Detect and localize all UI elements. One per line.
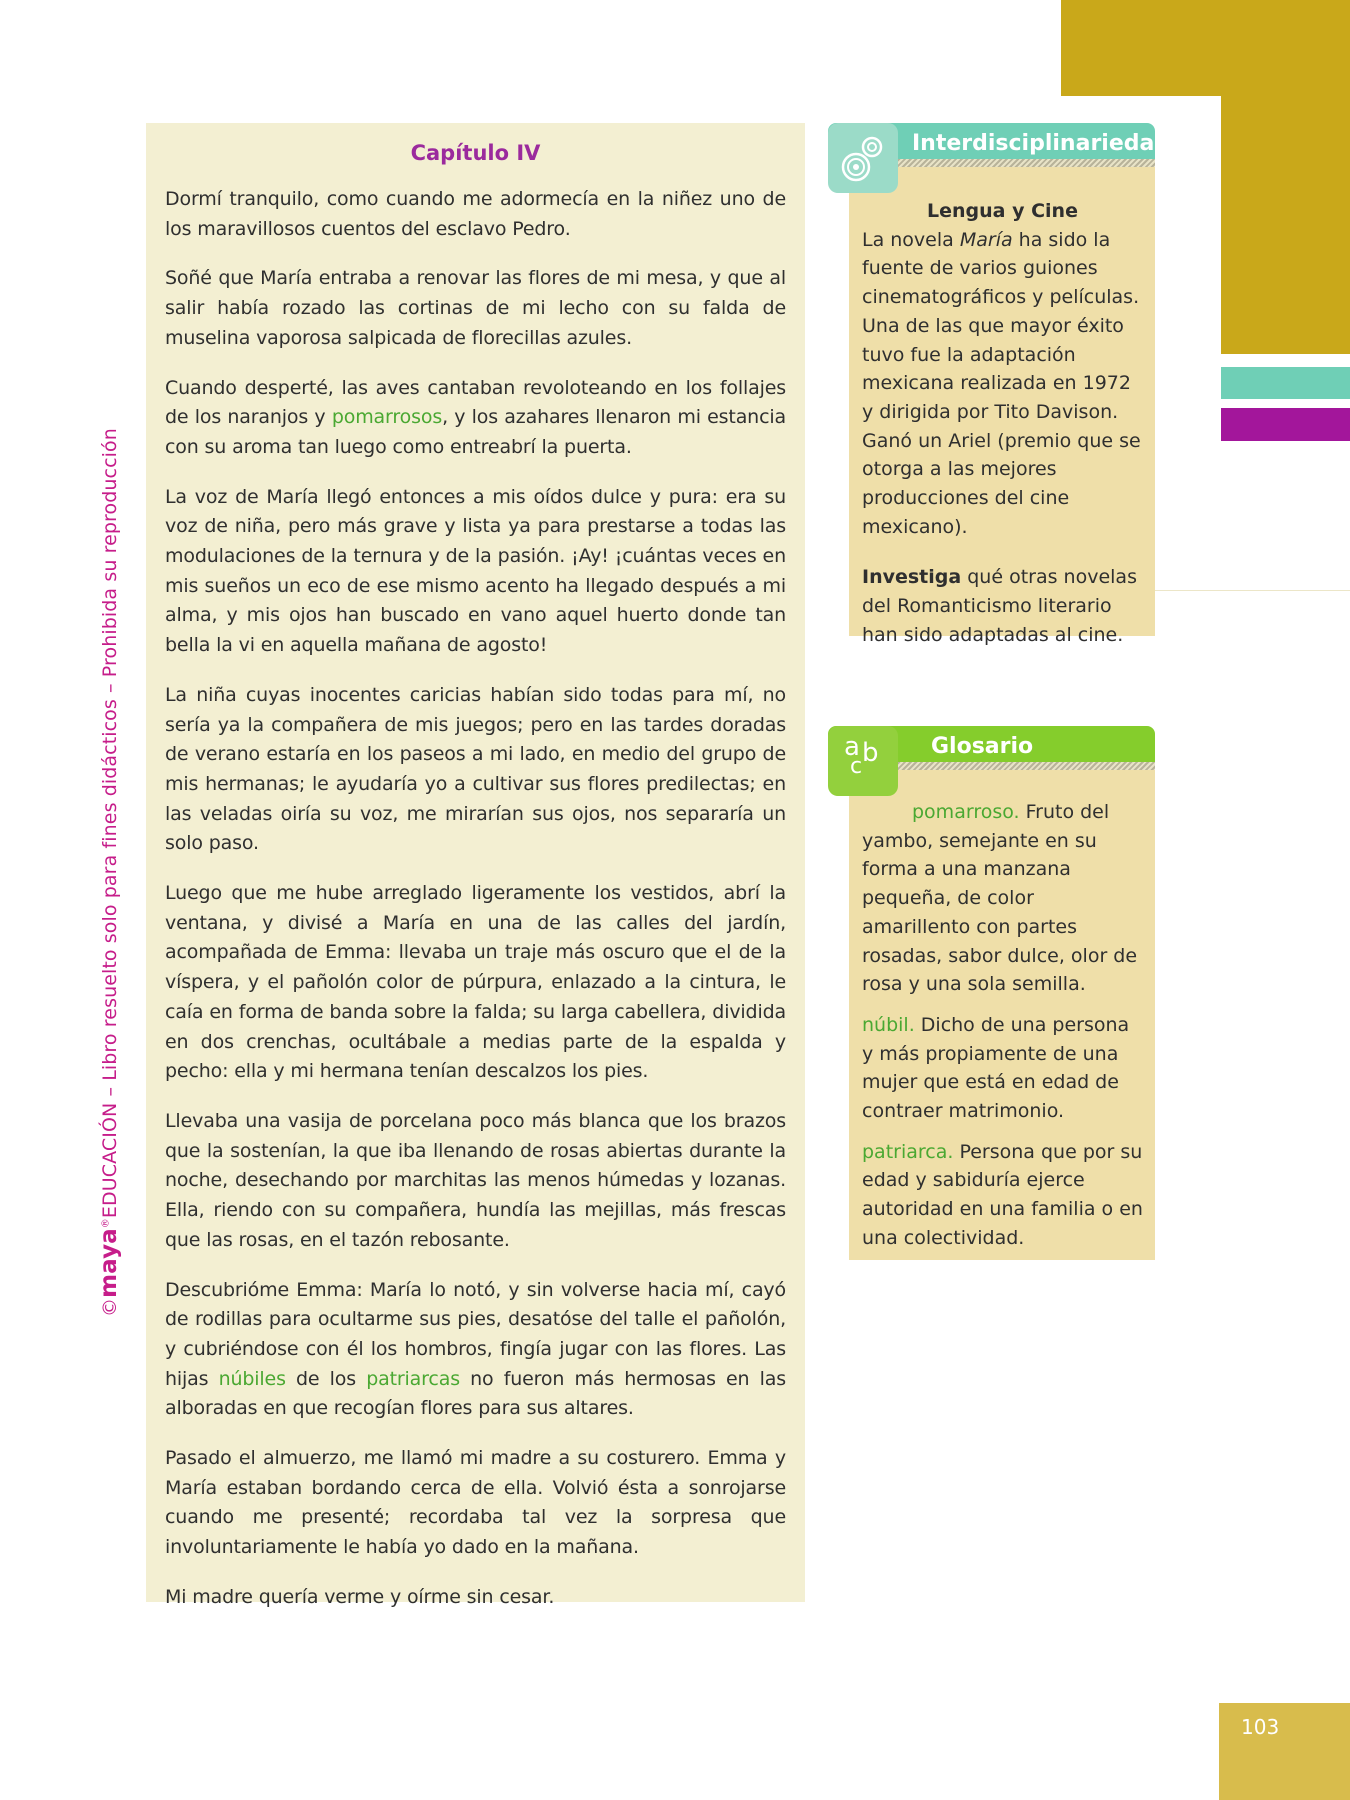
paragraph: Soñé que María entraba a renovar las flores de mi mesa, y que al salir había rozado las cortinas de mi lecho con su falda de muselina vaporosa salpicada de florecillas azules.	[165, 267, 786, 349]
glossary-term-link: patriarcas	[366, 1367, 460, 1390]
paragraph: Mi madre quería verme y oírme sin cesar.	[165, 1585, 555, 1608]
investiga-label: Investiga	[862, 566, 962, 589]
glossary-entry	[862, 1011, 1143, 1126]
page-number: 103	[1241, 1715, 1280, 1739]
icon-letter-a: a	[844, 732, 860, 762]
header-stripe	[898, 159, 1155, 167]
glossary-box	[828, 726, 1155, 1260]
decor-gold-block-right	[1221, 96, 1350, 354]
interdisciplinary-subtitle: Lengua y Cine	[927, 200, 1078, 222]
brand-name: maya	[96, 1228, 122, 1298]
copyright-text: EDUCACIÓN – Libro resuelto solo para fines didácticos – Prohibida su reproducción	[99, 428, 121, 1219]
glossary-term: núbil.	[862, 1013, 915, 1036]
icon-letter-b: b	[862, 738, 879, 768]
paragraph: Luego que me hube arreglado ligeramente los vestidos, abrí la ventana, y divisé a María en una de las calles del jardín, acompañada de Emma: llevaba un traje más oscuro que el de la víspera, y el pañolón color de púrpura, enlazado a la cintura, le caía en forma de banda sobre la falda; su larga cabellera, dividida en dos crenchas, ocultábale a medias parte de la espalda y pecho: ella y mi hermana tenían descalzos los pies.	[165, 882, 786, 1083]
decor-teal-bar	[1221, 367, 1350, 399]
glossary-body	[849, 770, 1155, 1260]
copyright-side-note	[96, 428, 122, 1317]
interdisciplinary-text	[862, 226, 1143, 542]
novel-title: María	[959, 228, 1013, 251]
glossary-entry	[862, 798, 1143, 999]
paragraph: Dormí tranquilo, como cuando me adormecía en la niñez uno de los maravillosos cuentos del esclavo Pedro.	[165, 188, 786, 240]
interdisciplinary-box	[828, 123, 1171, 646]
paragraph: La voz de María llegó entonces a mis oídos dulce y pura: era su voz de niña, pero más grave y lista ya para prestarse a todas las modulaciones de la ternura y de la pasión. ¡Ay! ¡cuántas veces en mis sueños un eco de ese mismo acento ha llegado después a mi alma, y mis ojos han buscado en vano aquel huerto donde tan bella la vi en aquella mañana de agosto!	[165, 485, 786, 657]
paragraph: Llevaba una vasija de porcelana poco más blanca que los brazos que la sostenían, la que iba llenando de rosas abiertas durante la noche, desechando por marchitas las menos húmedas y lozanas. Ella, riendo con su compañera, hundía las mejillas, más frescas que las rosas, en el tazón rebosante.	[165, 1109, 786, 1251]
glossary-term-link: núbiles	[218, 1367, 286, 1390]
paragraph-text: no fueron más hermosas en las alboradas en que recogían flores para sus altares.	[165, 1367, 786, 1420]
investiga-prompt	[862, 563, 1143, 649]
icon-letter-c: c	[850, 754, 863, 779]
decor-purple-bar	[1221, 408, 1350, 441]
glossary-definition: Fruto del yambo, semejante en su forma a una manzana pequeña, de color amarillento con partes rosadas, sabor dulce, olor de rosa y una sola semilla.	[862, 801, 1138, 996]
decor-gold-block-top	[1061, 0, 1350, 96]
glossary-term-link: pomarrosos	[331, 406, 443, 429]
paragraph-text: , y los azahares llenaron mi estancia con su aroma tan luego como entreabrí la puerta.	[165, 406, 786, 458]
investiga-text: qué otras novelas del Romanticismo literario han sido adaptadas al cine.	[862, 566, 1137, 646]
paragraph: La niña cuyas inocentes caricias habían sido todas para mí, no sería ya la compañera de mis juegos; pero en las tardes doradas de verano estaría en los paseos a mi lado, en medio del grupo de mis hermanas; le ayudaría yo a cultivar sus flores predilectas; en las veladas oiría su voz, me mirarían sus ojos, nos separaría un solo paso.	[165, 683, 786, 855]
page-number-tab	[1219, 1703, 1350, 1800]
glossary-title: Glosario	[931, 734, 1034, 759]
paragraph	[165, 1276, 786, 1425]
glossary-term: patriarca.	[862, 1140, 954, 1163]
glossary-definition: Persona que por su edad y sabiduría ejerce autoridad en una familia o en una colectividad.	[862, 1140, 1143, 1249]
glossary-term: pomarroso.	[912, 801, 1020, 823]
paragraph-text: de los	[285, 1367, 367, 1390]
text-segment: ha sido la fuente de varios guiones cinematográficos y películas. Una de las que mayor éxito tuvo fue la adaptación mexicana realizada en 1972 y dirigida por Tito Davison. Ganó un Ariel (premio que se otorga a las mejores producciones del cine mexicano).	[862, 228, 1141, 538]
interdisciplinary-title: Interdisciplinariedad	[912, 131, 1171, 156]
header-stripe	[898, 762, 1155, 770]
copyright-symbol: ©	[99, 1297, 121, 1317]
paragraph	[165, 374, 786, 463]
interdisciplinary-body	[849, 167, 1155, 646]
concentric-circles-icon	[828, 123, 898, 193]
paragraph: Pasado el almuerzo, me llamó mi madre a su costurero. Emma y María estaban bordando cerca de ella. Volvió ésta a sonrojarse cuando me presenté; recordaba tal vez la sorpresa que involuntariamente le había yo dado en la mañana.	[165, 1447, 786, 1559]
registered-mark: ®	[100, 1218, 112, 1229]
abc-letters-icon	[828, 726, 898, 796]
chapter-title: Capítulo IV	[410, 141, 541, 165]
glossary-entry	[862, 1138, 1143, 1253]
glossary-definition: Dicho de una persona y más propiamente de una mujer que está en edad de contraer matrimonio.	[862, 1013, 1130, 1123]
paragraph-text: Cuando desperté, las aves cantaban revoloteando en los follajes de los naranjos y	[165, 376, 786, 429]
reading-panel	[146, 123, 805, 1608]
text-segment: La novela	[862, 228, 960, 251]
paragraph-text: Descubrióme Emma: María lo notó, y sin volverse hacia mí, cayó de rodillas para ocultarme sus pies, desatóse del talle el pañolón, y cubriéndose con él los hombros, fingía jugar con las flores. Las hijas	[165, 1278, 786, 1390]
